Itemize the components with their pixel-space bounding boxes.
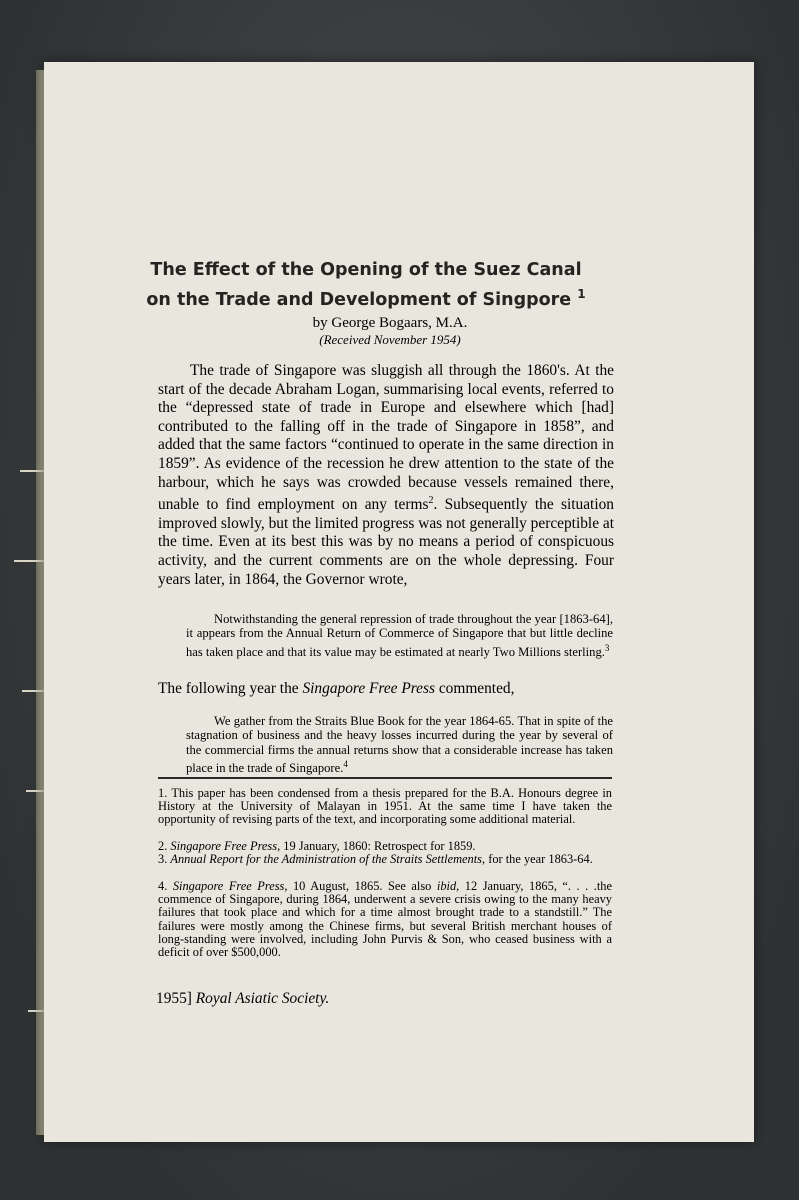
footnote-text: 10 August, 1865. See also [287, 879, 437, 893]
title-footnote-ref: 1 [577, 287, 586, 301]
footnote-number: 2. [158, 839, 168, 853]
paragraph-text: The trade of Singapore was sluggish all through the 1860's. At the start of the decade Abraham Logan, summarising local events, referred to the “depressed state of trade in Europe and elsewhere which [had] contributed to the falling off in the trade of Singapore in 1858”, and added that the same factors “continued to operate in the same direction in 1859”. As evidence of the recession he drew attention to the state of the harbour, which he says was crowded because vessels remained there, unable to find employment on any terms [158, 362, 614, 514]
article-title [136, 258, 596, 312]
footnote-text: 19 January, 1860: Retrospect for 1859. [280, 839, 476, 853]
block-quote [186, 714, 613, 776]
footnote-number: 3. [158, 852, 168, 866]
footnote-italic: Annual Report for the Administration of the Straits Settlements, [170, 852, 486, 866]
lead-text-end: commented, [434, 680, 515, 697]
paper-page [44, 62, 754, 1142]
paragraph-text-cont: . Subsequently the situation improved slowly, but the limited progress was not generally perceptible at the time. Even at its best this was by no means a period of conspicuous activity, and the current comments are on the whole depressing. Four years later, in 1864, the Governor wrote, [158, 496, 615, 588]
footnote-ref: 4 [343, 759, 348, 770]
footer-society: Royal Asiatic Society. [195, 990, 330, 1007]
footer-year: 1955] [156, 990, 192, 1007]
lead-text: The following year the [158, 680, 303, 697]
footnote-ibid: ibid, [436, 879, 460, 893]
lead-sentence [158, 680, 618, 698]
title-line-2: on the Trade and Development of Singpore [146, 289, 572, 310]
footnote-text-cont: 12 January, 1865, “. . . .the commence of Singapore, during 1864, underwent a severe crisis owing to the many heavy failures that took place and which for a time almost brought trade to a standstill.” The failures were mostly among the Chinese firms, but several British merchant houses of long-standing were involved, including John Purvis & Son, who ceased business with a deficit of over $500,000. [158, 879, 613, 960]
footnote-italic: Singapore Free Press, [170, 839, 281, 853]
footnote: 1. This paper has been condensed from a thesis prepared for the B.A. Honours degree in History at the University of Malayan in 1951. At the same time I have taken the opportunity of revising parts of the text, and incorporating some additional material. [158, 786, 612, 827]
footnote-number: 4. [158, 879, 168, 893]
footnote-text: for the year 1863-64. [485, 852, 593, 866]
lead-italic: Singapore Free Press [302, 680, 435, 697]
body-paragraph [158, 362, 614, 589]
block-quote [186, 612, 613, 659]
footnote-ref: 3 [604, 642, 610, 653]
footnote [158, 853, 612, 866]
footnote-italic: Singapore Free Press, [172, 879, 288, 893]
author-byline: by George Bogaars, M.A. [312, 315, 468, 331]
footnote-divider [158, 777, 612, 779]
footnote [158, 880, 612, 959]
quote-text: We gather from the Straits Blue Book for the year 1864-65. That in spite of the stagnation of business and the heavy losses incurred during the year by several of the commercial firms the annual returns show that a considerable increase has taken place in the trade of Singapore. [186, 714, 613, 776]
title-line-1: The Effect of the Opening of the Suez Canal [150, 260, 582, 280]
received-date: (Received November 1954) [319, 332, 461, 347]
quote-text: Notwithstanding the general repression of trade throughout the year [1863-64], it appears from the Annual Return of Commerce of Singapore that but little decline has taken place and that its value may be estimated at nearly Two Millions sterling. [186, 612, 613, 659]
footnote-ref: 2 [428, 495, 434, 507]
page-footer [156, 990, 329, 1008]
